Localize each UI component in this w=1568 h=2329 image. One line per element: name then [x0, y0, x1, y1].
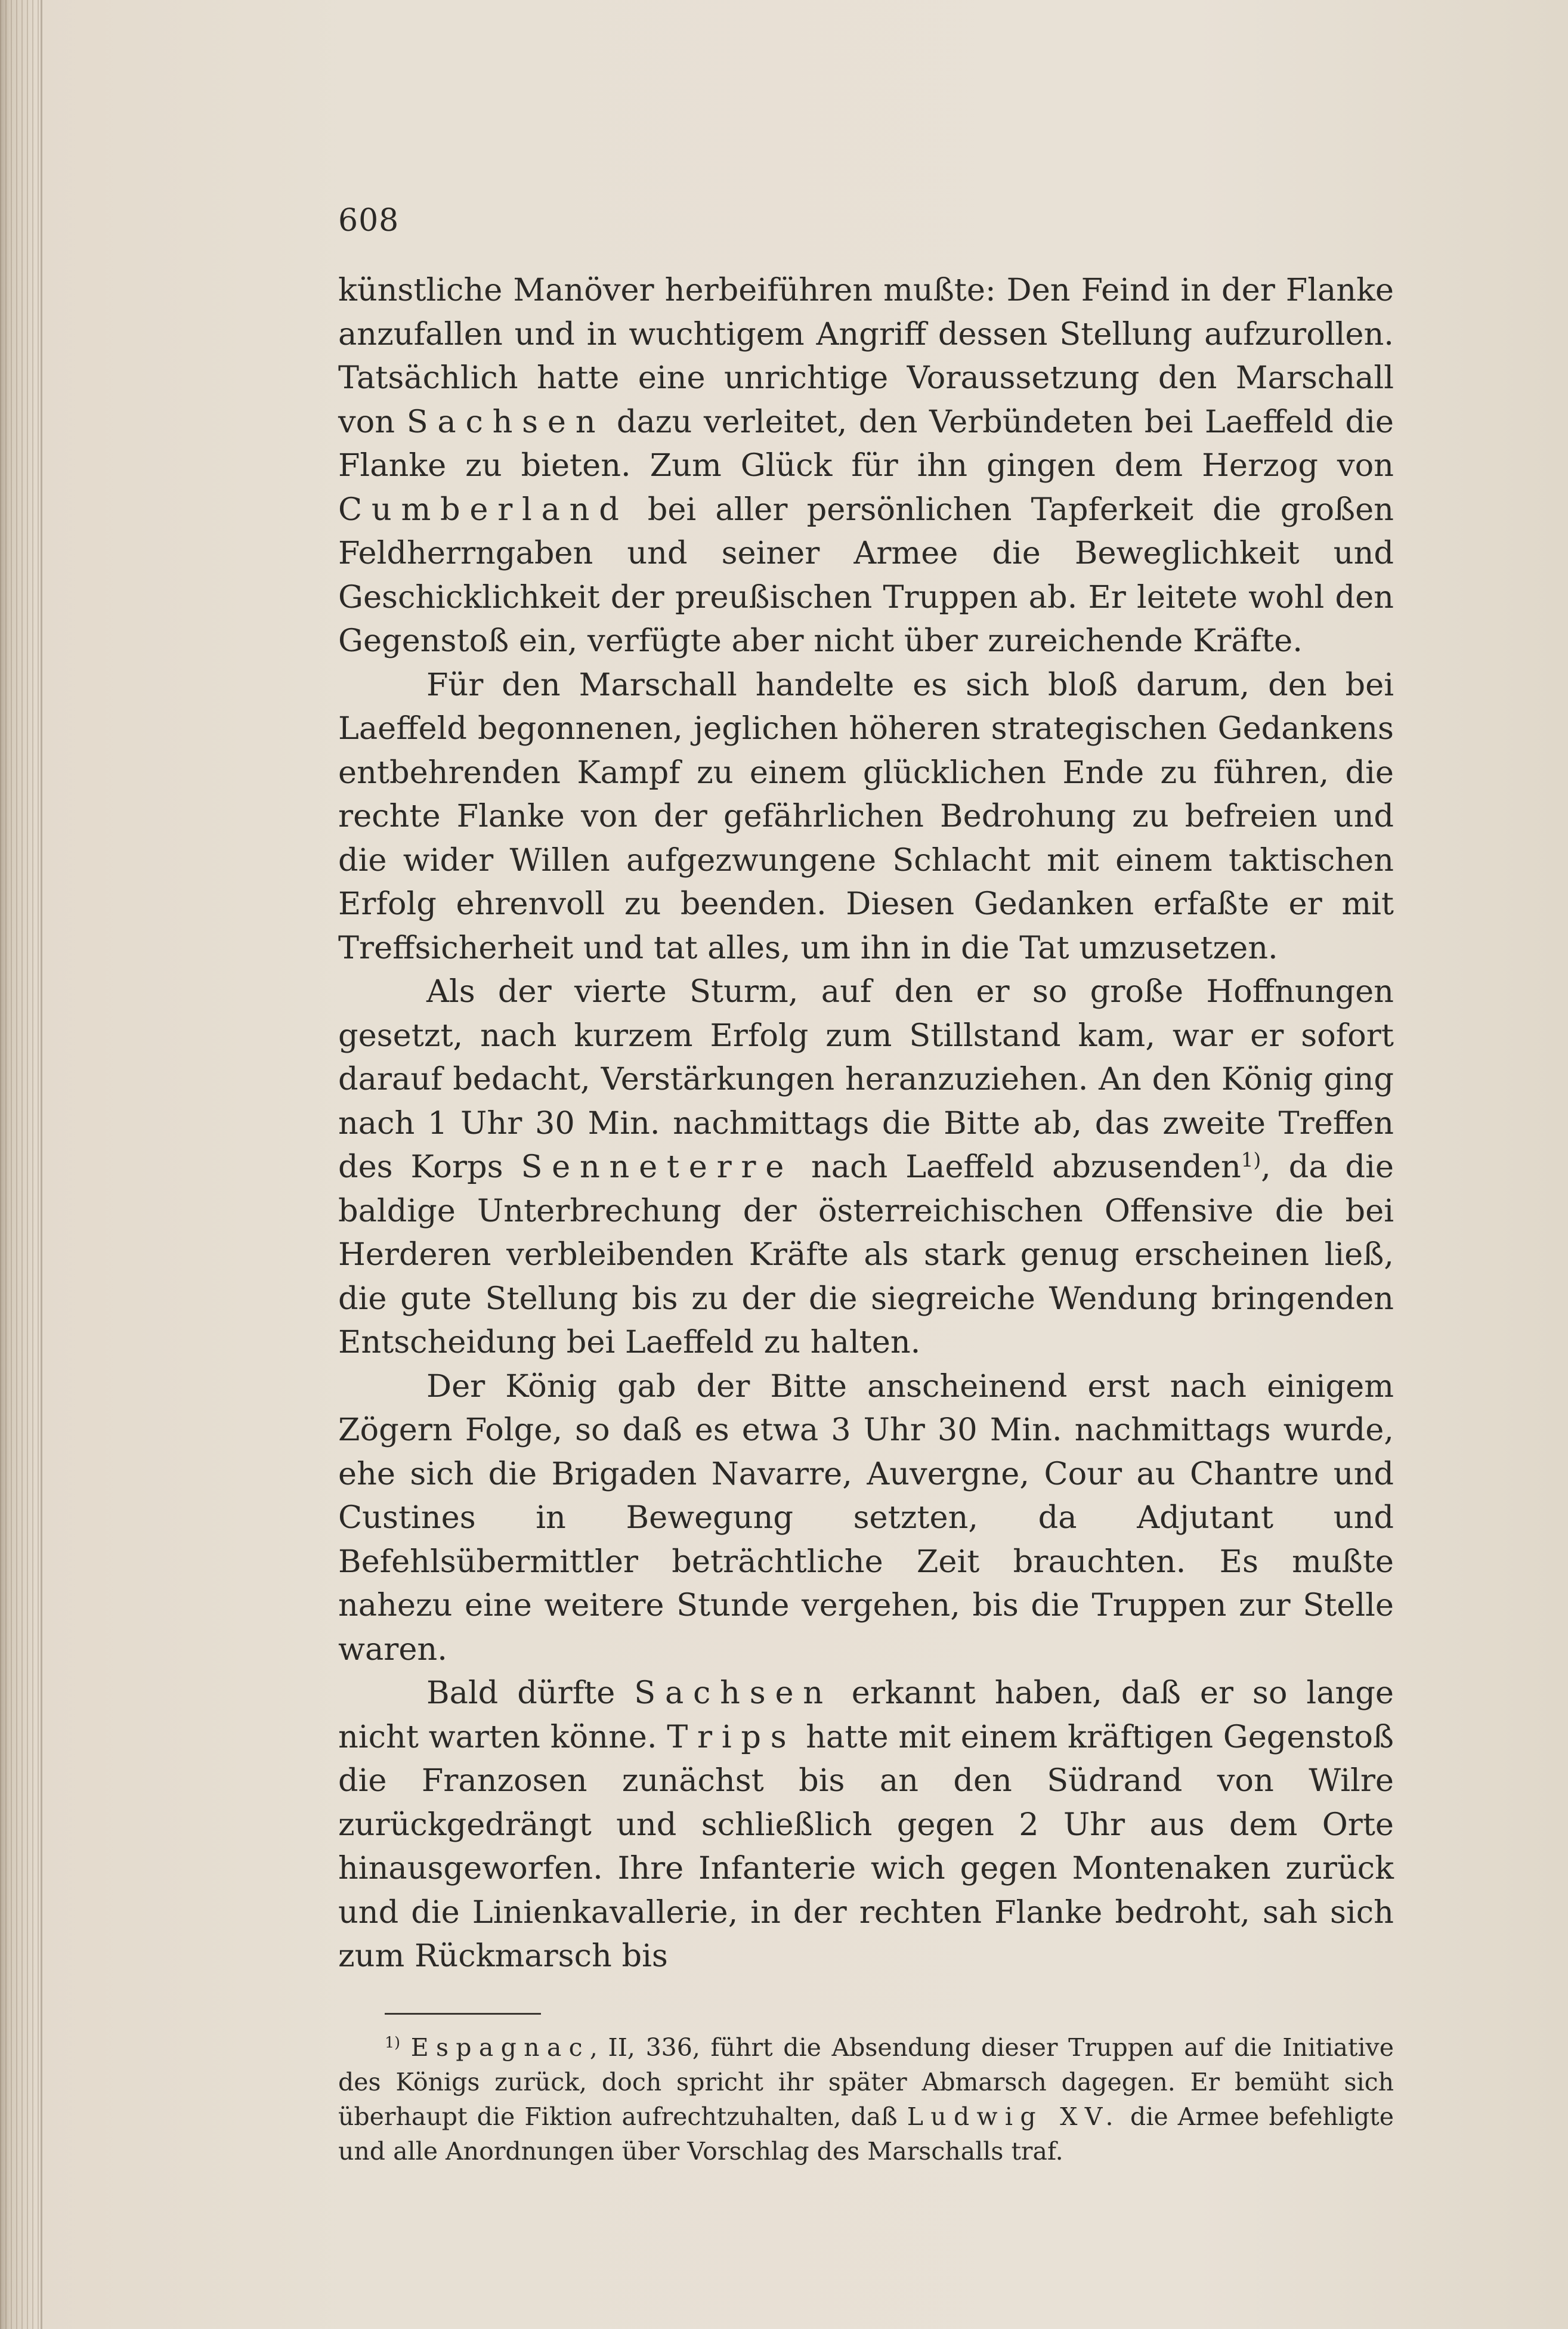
page-number: 608	[338, 203, 400, 239]
text-run: bei aller persönlichen Tapferkeit die großen Feldherrngaben und seiner Armee die Beweglichkeit und Geschicklichkeit der preußischen Truppen ab. Er leitete wohl den Gegenstoß ein, verfügte aber nicht über zureichende Kräfte.	[338, 491, 1394, 659]
spaced-name-sachsen: Sachsen	[406, 403, 605, 440]
text-run: nach Laeffeld abzusenden	[793, 1149, 1241, 1185]
text-run: erkannt haben, daß er so lange nicht warten könne.	[338, 1675, 1394, 1755]
text-run: die Armee befehligte und alle Anordnungen über Vorschlag des Marschalls traf.	[338, 2102, 1394, 2166]
spaced-name-senneterre: Senneterre	[521, 1149, 794, 1185]
paragraph-5	[338, 1671, 1394, 1978]
spaced-name-ludwig: Ludwig XV.	[907, 2102, 1121, 2131]
text-block	[338, 203, 1394, 2169]
footnote-marker: 1)	[385, 2033, 401, 2051]
spaced-name-sachsen: Sachsen	[634, 1675, 833, 1711]
spaced-name-espagnac: Espagnac	[410, 2033, 590, 2062]
text-run: dazu verleitet, den Verbündeten bei Laeffeld die Flanke zu bieten. Zum Glück für ihn gingen dem Herzog von	[338, 403, 1394, 484]
footnote-divider	[385, 2013, 541, 2015]
text-run: künstliche Manöver herbeiführen mußte: Den Feind in der Flanke anzufallen und in wuchtigem Angriff dessen Stellung aufzurollen. Tatsächlich hatte eine unrichtige Voraussetzung den Marschall von	[338, 272, 1394, 440]
text-run: Der König gab der Bitte anscheinend erst nach einigem Zögern Folge, so daß es etwa 3 Uhr 30 Min. nachmittags wurde, ehe sich die Brigaden Navarre, Auvergne, Cour au Chantre und Custines in Bewegung setzten, da Adjutant und Befehlsübermittler beträchtliche Zeit brauchten. Es mußte nahezu eine weitere Stunde vergehen, bis die Truppen zur Stelle waren.	[338, 1368, 1394, 1668]
text-run: Als der vierte Sturm, auf den er so große Hoffnungen gesetzt, nach kurzem Erfolg zum Stillstand kam, war er sofort darauf bedacht, Verstärkungen heranzuziehen. An den König ging nach 1 Uhr 30 Min. nachmittags die Bitte ab, das zweite Treffen des Korps	[338, 973, 1394, 1185]
text-run: Bald dürfte	[426, 1675, 635, 1711]
spaced-name-cumberland: Cumberland	[338, 491, 629, 528]
text-run: hatte mit einem kräftigen Gegenstoß die Franzosen zunächst bis an den Südrand von Wilre zurückgedrängt und schließlich gegen 2 Uhr aus dem Orte hinausgeworfen. Ihre Infanterie wich gegen Montenaken zurück und die Linienkavallerie, in der rechten Flanke bedroht, sah sich zum Rückmarsch bis	[338, 1718, 1394, 1974]
page-gutter-line	[41, 0, 42, 2329]
text-run: Für den Marschall handelte es sich bloß darum, den bei Laeffeld begonnenen, jeglichen höheren strategischen Gedankens entbehrenden Kampf zu einem glücklichen Ende zu führen, die rechte Flanke von der gefährlichen Bedrohung zu befreien und die wider Willen aufgezwungene Schlacht mit einem taktischen Erfolg ehrenvoll zu beenden. Diesen Gedanken erfaßte er mit Treffsicherheit und tat alles, um ihn in die Tat umzusetzen.	[338, 666, 1394, 966]
text-run: , II, 336, führt die Absendung dieser Truppen auf die Initiative des Königs zurück, doch spricht ihr später Abmarsch dagegen. Er bemüht sich überhaupt die Fiktion aufrechtzuhalten, daß	[338, 2033, 1394, 2131]
footnote	[338, 2030, 1394, 2169]
paragraph-4	[338, 1365, 1394, 1672]
spaced-name-trips: Trips	[667, 1718, 796, 1755]
text-run: , da die baldige Unterbrechung der österreichischen Offensive die bei Herderen verbleibenden Kräfte als stark genug erscheinen ließ, die gute Stellung bis zu der die siegreiche Wendung bringenden Entscheidung bei Laeffeld zu halten.	[338, 1149, 1394, 1360]
book-spine-edge	[0, 0, 42, 2329]
paragraph-1	[338, 268, 1394, 663]
paragraph-3	[338, 970, 1394, 1365]
paragraph-2	[338, 663, 1394, 970]
footnote-reference[interactable]: 1)	[1241, 1149, 1261, 1172]
text-run	[400, 2033, 411, 2062]
